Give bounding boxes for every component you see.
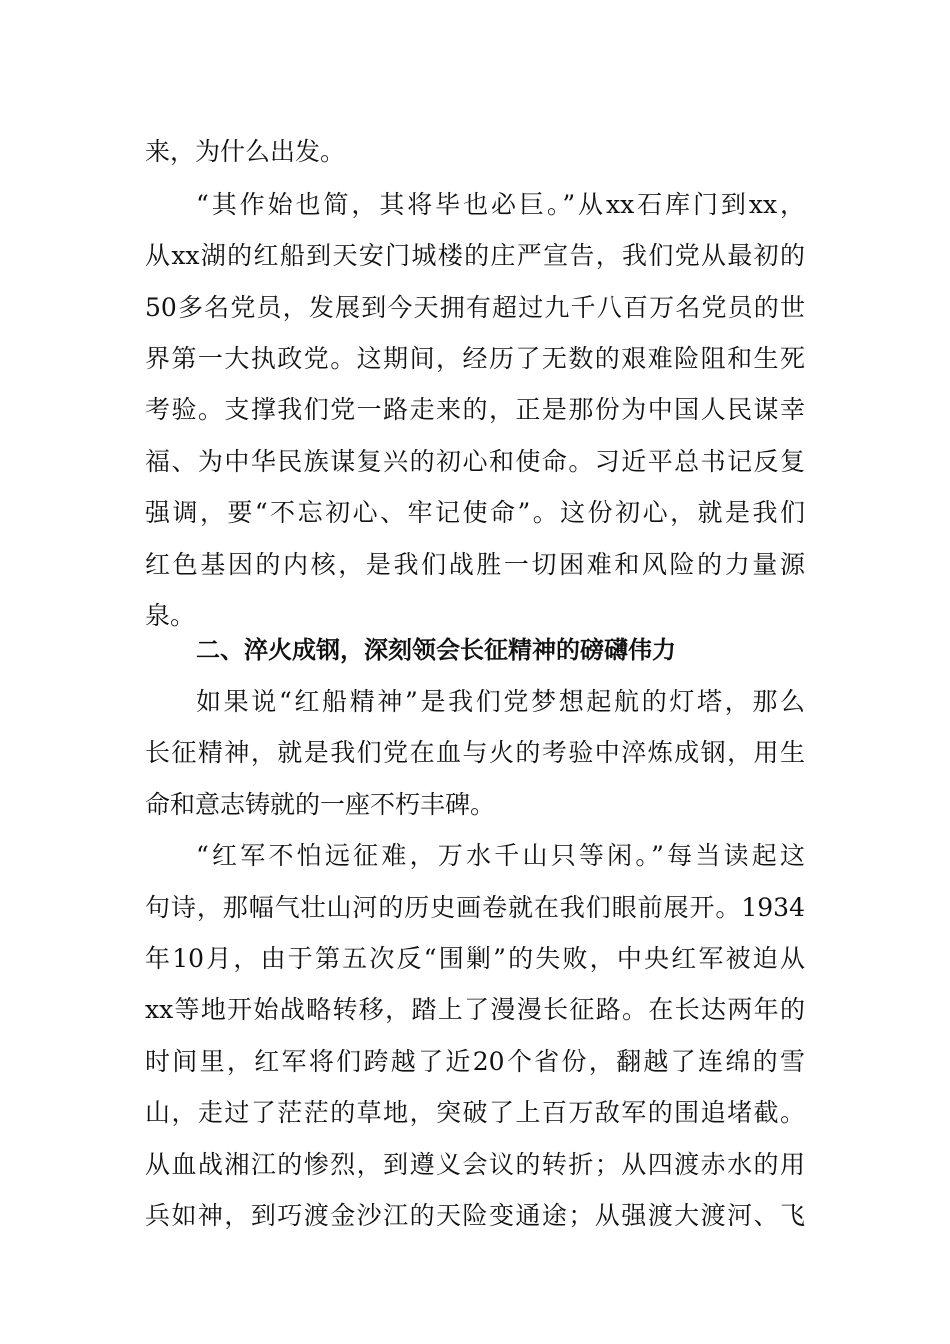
text-line: 考验。支撑我们党一路走来的，正是那份为中国人民谋幸 (145, 395, 805, 424)
text-line: 山，走过了茫茫的草地，突破了上百万敌军的围追堵截。 (145, 1098, 805, 1127)
text-line: xx等地开始战略转移，踏上了漫漫长征路。在长达两年的 (145, 995, 805, 1024)
text-line: “其作始也简，其将毕也必巨。”从xx石库门到xx， (196, 190, 805, 219)
section-heading: 二、淬火成钢，深刻领会长征精神的磅礴伟力 (196, 636, 676, 664)
text-line: 命和意志铸就的一座不朽丰碑。 (145, 790, 496, 819)
text-line: 年10月，由于第五次反“围剿”的失败，中央红军被迫从 (145, 944, 805, 973)
text-line: 长征精神，就是我们党在血与火的考验中淬炼成钢，用生 (145, 738, 805, 767)
text-line: “红军不怕远征难，万水千山只等闲。”每当读起这 (196, 841, 805, 870)
text-line: 泉。 (145, 601, 196, 630)
text-line: 强调，要“不忘初心、牢记使命”。这份初心，就是我们 (145, 498, 805, 527)
text-line: 句诗，那幅气壮山河的历史画卷就在我们眼前展开。1934 (145, 893, 805, 922)
text-line: 从血战湘江的惨烈，到遵义会议的转折；从四渡赤水的用 (145, 1150, 805, 1179)
text-line: 时间里，红军将们跨越了近20个省份，翻越了连绵的雪 (145, 1047, 805, 1076)
text-line: 福、为中华民族谋复兴的初心和使命。习近平总书记反复 (145, 447, 805, 476)
text-line: 来，为什么出发。 (145, 137, 346, 166)
text-line: 50多名党员，发展到今天拥有超过九千八百万名党员的世 (145, 293, 805, 322)
text-line: 如果说“红船精神”是我们党梦想起航的灯塔，那么 (196, 687, 805, 716)
text-line: 兵如神，到巧渡金沙江的天险变通途；从强渡大渡河、飞 (145, 1201, 805, 1230)
text-line: 从xx湖的红船到天安门城楼的庄严宣告，我们党从最初的 (145, 241, 805, 270)
text-line: 界第一大执政党。这期间，经历了无数的艰难险阻和生死 (145, 344, 805, 373)
text-line: 红色基因的内核，是我们战胜一切困难和风险的力量源 (145, 550, 805, 579)
